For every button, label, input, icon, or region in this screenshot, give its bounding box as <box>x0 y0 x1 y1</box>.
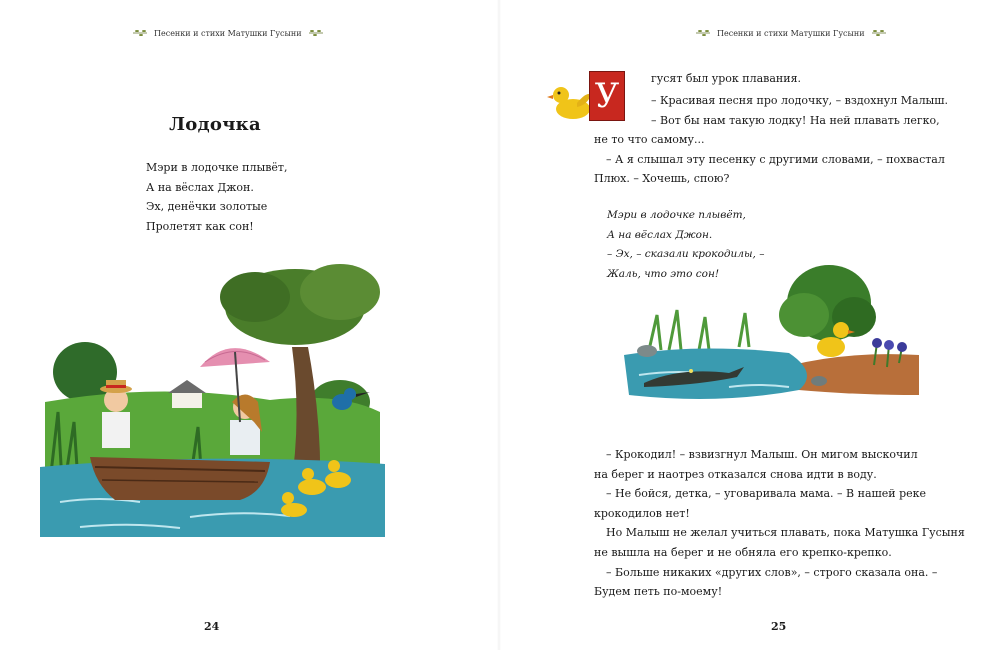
poem-line: Жаль, что это сон! <box>607 267 720 280</box>
poem-title: Лодочка <box>169 114 261 135</box>
poem-line: А на вёслах Джон. <box>146 180 254 194</box>
sprig-ornament-icon <box>308 28 324 38</box>
paragraph-line: – Крокодил! – взвизгнул Малыш. Он мигом выскочил <box>606 448 918 461</box>
poem-line: – Эх, – сказали крокодилы, – <box>607 248 765 260</box>
left-page <box>0 0 498 650</box>
story-text <box>594 445 965 602</box>
paragraph-line: крокодилов нет! <box>594 506 690 520</box>
page-number-right: 25 <box>771 620 787 633</box>
poem-line: Эх, денёчки золотые <box>146 200 268 213</box>
paragraph-line: Плюх. – Хочешь, спою? <box>594 172 730 186</box>
paragraph-line: не то что самому... <box>594 133 705 147</box>
sprig-ornament-icon <box>871 28 887 38</box>
paragraph-line: на берег и наотрез отказался снова идти в воду. <box>594 467 877 481</box>
sprig-ornament-icon <box>695 28 711 38</box>
poem-line: А на вёслах Джон. <box>607 228 713 241</box>
paragraph-line: – Больше никаких «других слов», – строго сказала она. – <box>606 565 938 579</box>
running-head-text: Песенки и стихи Матушки Гусыни <box>154 28 302 38</box>
boat-illustration <box>40 252 385 537</box>
drop-cap-letter: У <box>594 76 620 116</box>
poem-line: Мэри в лодочке плывёт, <box>607 209 746 221</box>
page-number-left: 24 <box>204 620 220 633</box>
paragraph-line: не вышла на берег и не обняла его крепко-крепко. <box>594 545 892 559</box>
poem <box>146 158 288 236</box>
paragraph-line: – Красивая песня про лодочку, – вздохнул Малыш. <box>651 94 949 107</box>
paragraph-line: Но Малыш не желал учиться плавать, пока Матушка Гусыня <box>606 526 965 540</box>
poem-line: Пролетят как сон! <box>146 219 254 233</box>
running-head-left <box>132 26 324 40</box>
intro-text <box>594 91 948 189</box>
first-line: гусят был урок плавания. <box>651 72 802 85</box>
running-head-text: Песенки и стихи Матушки Гусыни <box>717 28 865 38</box>
paragraph-line: – Не бойся, детка, – уговаривала мама. – В нашей реке <box>606 487 927 501</box>
crocodile-illustration <box>619 255 919 415</box>
paragraph-line: – А я слышал эту песенку с другими словами, – похвастал <box>606 152 945 166</box>
right-page <box>499 0 997 650</box>
paragraph-line: – Вот бы нам такую лодку! На ней плавать легко, <box>651 113 940 127</box>
paragraph-line: Будем петь по-моему! <box>594 585 723 599</box>
poem-line: Мэри в лодочке плывёт, <box>146 161 288 174</box>
sprig-ornament-icon <box>132 28 148 38</box>
duck-icon <box>547 81 593 121</box>
running-head-right <box>695 26 887 40</box>
